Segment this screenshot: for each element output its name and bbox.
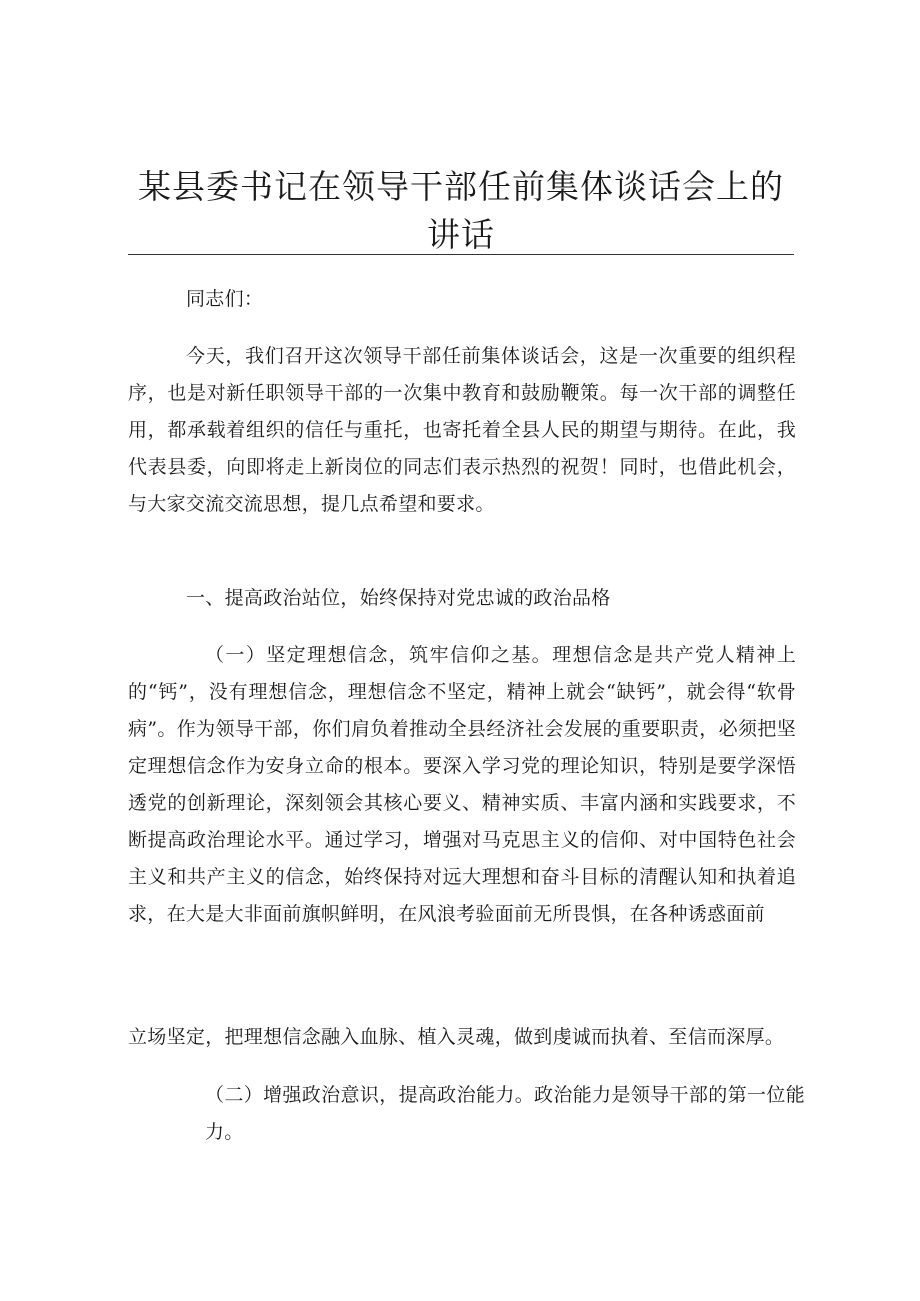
intro-paragraph: 今天，我们召开这次领导干部任前集体谈话会，这是一次重要的组织程序，也是对新任职领导干部的一次集中教育和鼓励鞭策。每一次干部的调整任用，都承载着组织的信任与重托，也寄托着全县人民的期望与期待。在此，我代表县委，向即将走上新岗位的同志们表示热烈的祝贺！同时，也借此机会，与大家交流交流思想，提几点希望和要求。	[128, 345, 796, 515]
greeting: 同志们：	[186, 288, 264, 310]
section-heading-1: 一、提高政治站位，始终保持对党忠诚的政治品格	[186, 587, 611, 609]
document-title: 某县委书记在领导干部任前集体谈话会上的讲话	[138, 167, 784, 254]
title-divider	[128, 254, 794, 255]
subsection-1-continuation: 立场坚定，把理想信念融入血脉、植入灵魂，做到虔诚而执着、至信而深厚。	[128, 1026, 785, 1048]
subsection-1-paragraph: （一）坚定理想信念，筑牢信仰之基。理想信念是共产党人精神上的“钙”，没有理想信念，理想信念不坚定，精神上就会“缺钙”，就会得“软骨病”。作为领导干部，你们肩负着推动全县经济社会发展的重要职责，必须把坚定理想信念作为安身立命的根本。要深入学习党的理论知识，特别是要学深悟透党的创新理论，深刻领会其核心要义、精神实质、丰富内涵和实践要求，不断提高政治理论水平。通过学习，增强对马克思主义的信仰、对中国特色社会主义和共产主义的信念，始终保持对远大理想和奋斗目标的清醒认知和执着追求，在大是大非面前旗帜鲜明，在风浪考验面前无所畏惧，在各种诱惑面前	[128, 644, 796, 925]
subsection-2-paragraph: （二）增强政治意识，提高政治能力。政治能力是领导干部的第一位能力。	[205, 1084, 805, 1143]
